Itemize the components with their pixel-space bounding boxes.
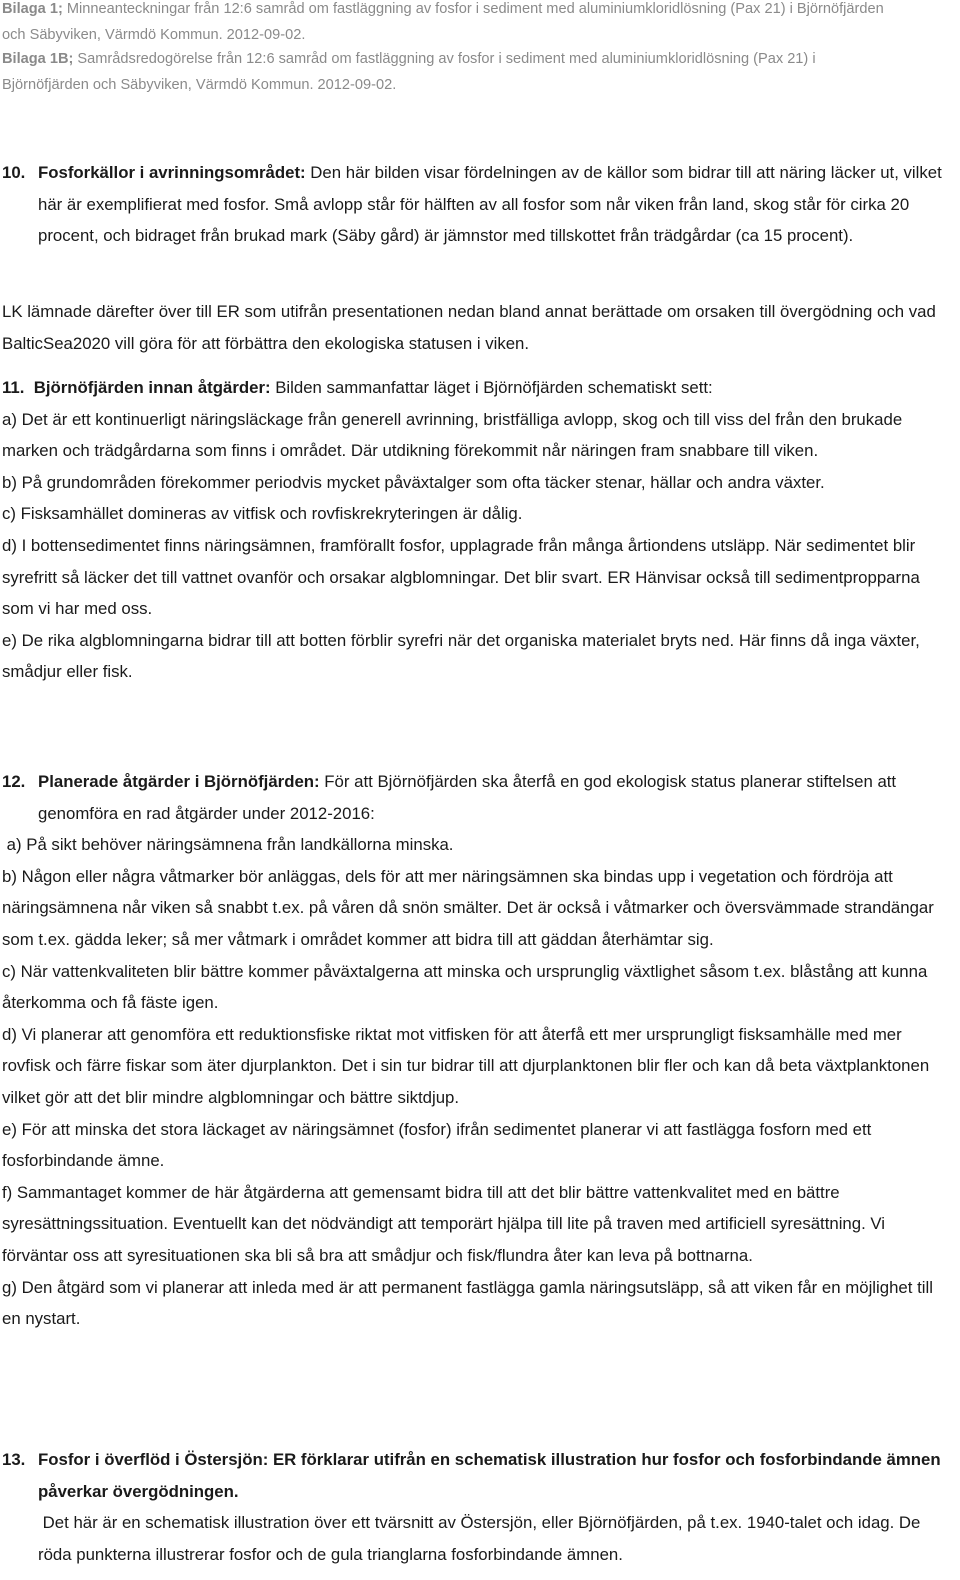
item-12: [2, 766, 954, 1335]
item-11-intro: [2, 372, 954, 404]
item-12-sub-f: f) Sammantaget kommer de här åtgärderna att gemensamt bidra till att det blir bättre vattenkvalitet med en bättre syresättningssituation. Eventuellt kan det nödvändigt att temporärt hjälpa till lite på traven med artificiell syresättning. Vi förväntar oss att syresituationen ska bli så bra att smådjur och fisk/flundra åter kan leva på bottnarna.: [2, 1182, 886, 1265]
item-11-sub-b: b) På grundområden förekommer periodvis mycket påväxtalger som ofta täcker stenar, hällar och andra växter.: [2, 472, 825, 492]
header-line-1-text: Minneanteckningar från 12:6 samråd om fastläggning av fosfor i sediment med aluminiumkloridlösning (Pax 21) i Björnöfjärden och Säbyviken, Värmdö Kommun. 2012-09-02.: [2, 1, 884, 43]
item-13-number: 13.: [2, 1450, 26, 1469]
header-line-2-label: Bilaga 1B;: [2, 51, 74, 67]
item-10-number: 10.: [2, 163, 26, 182]
item-12-sub-g: g) Den åtgärd som vi planerar att inleda med är att permanent fastlägga gamla näringsutsläpp, så att viken får en möjlighet till en nystart.: [2, 1277, 933, 1329]
item-11-sub-c: c) Fisksamhället domineras av vitfisk och rovfiskrekryteringen är dålig.: [2, 504, 523, 524]
header-line-1-label: Bilaga 1;: [2, 1, 63, 17]
item-11-heading: Björnöfjärden innan åtgärder:: [33, 378, 271, 397]
item-10-text: Den här bilden visar fördelningen av de källor som bidrar till att näring läcker ut, vilket här är exemplifierat med fosfor. Små avlopp står för hälften av all fosfor som når viken från land, skog står för cirka 20 procent, och bidraget från brukad mark (Säby gård) är jämnstor med tillskottet från trädgårdar (ca 15 procent).: [38, 163, 942, 246]
item-12-intro: [2, 766, 954, 829]
item-11-text: Bilden sammanfattar läget i Björnöfjärden schematiskt sett:: [270, 378, 713, 397]
item-12-intro-body: [38, 766, 954, 829]
header-line-2: [2, 46, 902, 98]
item-13-heading: Fosfor i överflöd i Östersjön: ER förklarar utifrån en schematisk illustration hur fosfor och fosforbindande ämnen påverkar övergödningen.: [38, 1450, 941, 1501]
item-12-number: 12.: [2, 772, 26, 791]
header-line-1: [2, 0, 902, 48]
item-13-text: Det här är en schematisk illustration över ett tvärsnitt av Östersjön, eller Björnöfjärden, på t.ex. 1940-talet och idag. De röda punkterna illustrerar fosfor och de gula trianglarna fosforbindande ämnen.: [38, 1513, 926, 1564]
item-12-sub-d: d) Vi planerar att genomföra ett reduktionsfiske riktat mot vitfisken för att återfå ett mer ursprungligt fisksamhälle med mer rovfisk och färre fiskar som äter djurplankton. Det i sin tur bidrar till att djurplanktonen blir fler och kan då beta växtplanktonen vilket gör att det blir mindre algblomningar och bättre siktdjup.: [2, 1024, 930, 1107]
item-11-sub-a: a) Det är ett kontinuerligt näringsläckage från generell avrinning, bristfälliga avlopp, skog och till viss del från den brukade marken och trädgårdarna som finns i området. Där utdikning förekommit når näringen fram snabbare till viken.: [2, 409, 903, 461]
item-13-body: [38, 1444, 954, 1570]
item-10-heading: Fosforkällor i avrinningsområdet:: [38, 163, 306, 182]
item-12-heading: Planerade åtgärder i Björnöfjärden:: [38, 772, 320, 791]
item-11-sub-d: d) I bottensedimentet finns näringsämnen, framförallt fosfor, upplagrade från många årtiondens utsläpp. När sedimentet blir syrefritt så läcker det till vattnet ovanför och orsakar algblomningar. Det blir svart. ER Hänvisar också till sedimentpropparna som vi har med oss.: [2, 535, 920, 619]
header-line-2-text: Samrådsredogörelse från 12:6 samråd om fastläggning av fosfor i sediment med aluminiumkloridlösning (Pax 21) i Björnöfjärden och Säbyviken, Värmdö Kommun. 2012-09-02.: [2, 51, 816, 93]
item-12-sub-c: c) När vattenkvaliteten blir bättre kommer påväxtalgerna att minska och ursprunglig växtlighet såsom t.ex. blåstång att kunna återkomma och få fäste igen.: [2, 961, 928, 1013]
item-12-sub-b: b) Någon eller några våtmarker bör anläggas, dels för att mer näringsämnen ska bindas upp i vegetation och fördröja att näringsämnena når viken så snabbt t.ex. på våren då snön smälter. Det är också i våtmarker och översvämmade strandängar som t.ex. gädda leker; så mer våtmark i området kommer att bidra till att gäddan återhämtar sig.: [2, 866, 934, 949]
item-11: [2, 372, 954, 688]
item-13: [2, 1444, 954, 1570]
lk-paragraph: LK lämnade därefter över till ER som utifrån presentationen nedan bland annat berättade om orsaken till övergödning och vad BalticSea2020 vill göra för att förbättra den ekologiska statusen i viken.: [2, 302, 936, 353]
item-10: [2, 157, 954, 252]
item-11-number: 11.: [2, 378, 25, 397]
item-12-text: För att Björnöfjärden ska återfå en god ekologisk status planerar stiftelsen att genomföra en rad åtgärder under 2012-2016:: [38, 772, 897, 823]
item-11-sub-e: e) De rika algblomningarna bidrar till att botten förblir syrefri när det organiska materialet bryts ned. Här finns då inga växter, smådjur eller fisk.: [2, 630, 920, 682]
item-12-sub-e: e) För att minska det stora läckaget av näringsämnet (fosfor) ifrån sedimentet planerar vi att fastlägga fosforn med ett fosforbindande ämne.: [2, 1119, 872, 1171]
item-12-sub-a: a) På sikt behöver näringsämnena från landkällorna minska.: [2, 835, 454, 855]
item-10-body: [38, 157, 954, 252]
